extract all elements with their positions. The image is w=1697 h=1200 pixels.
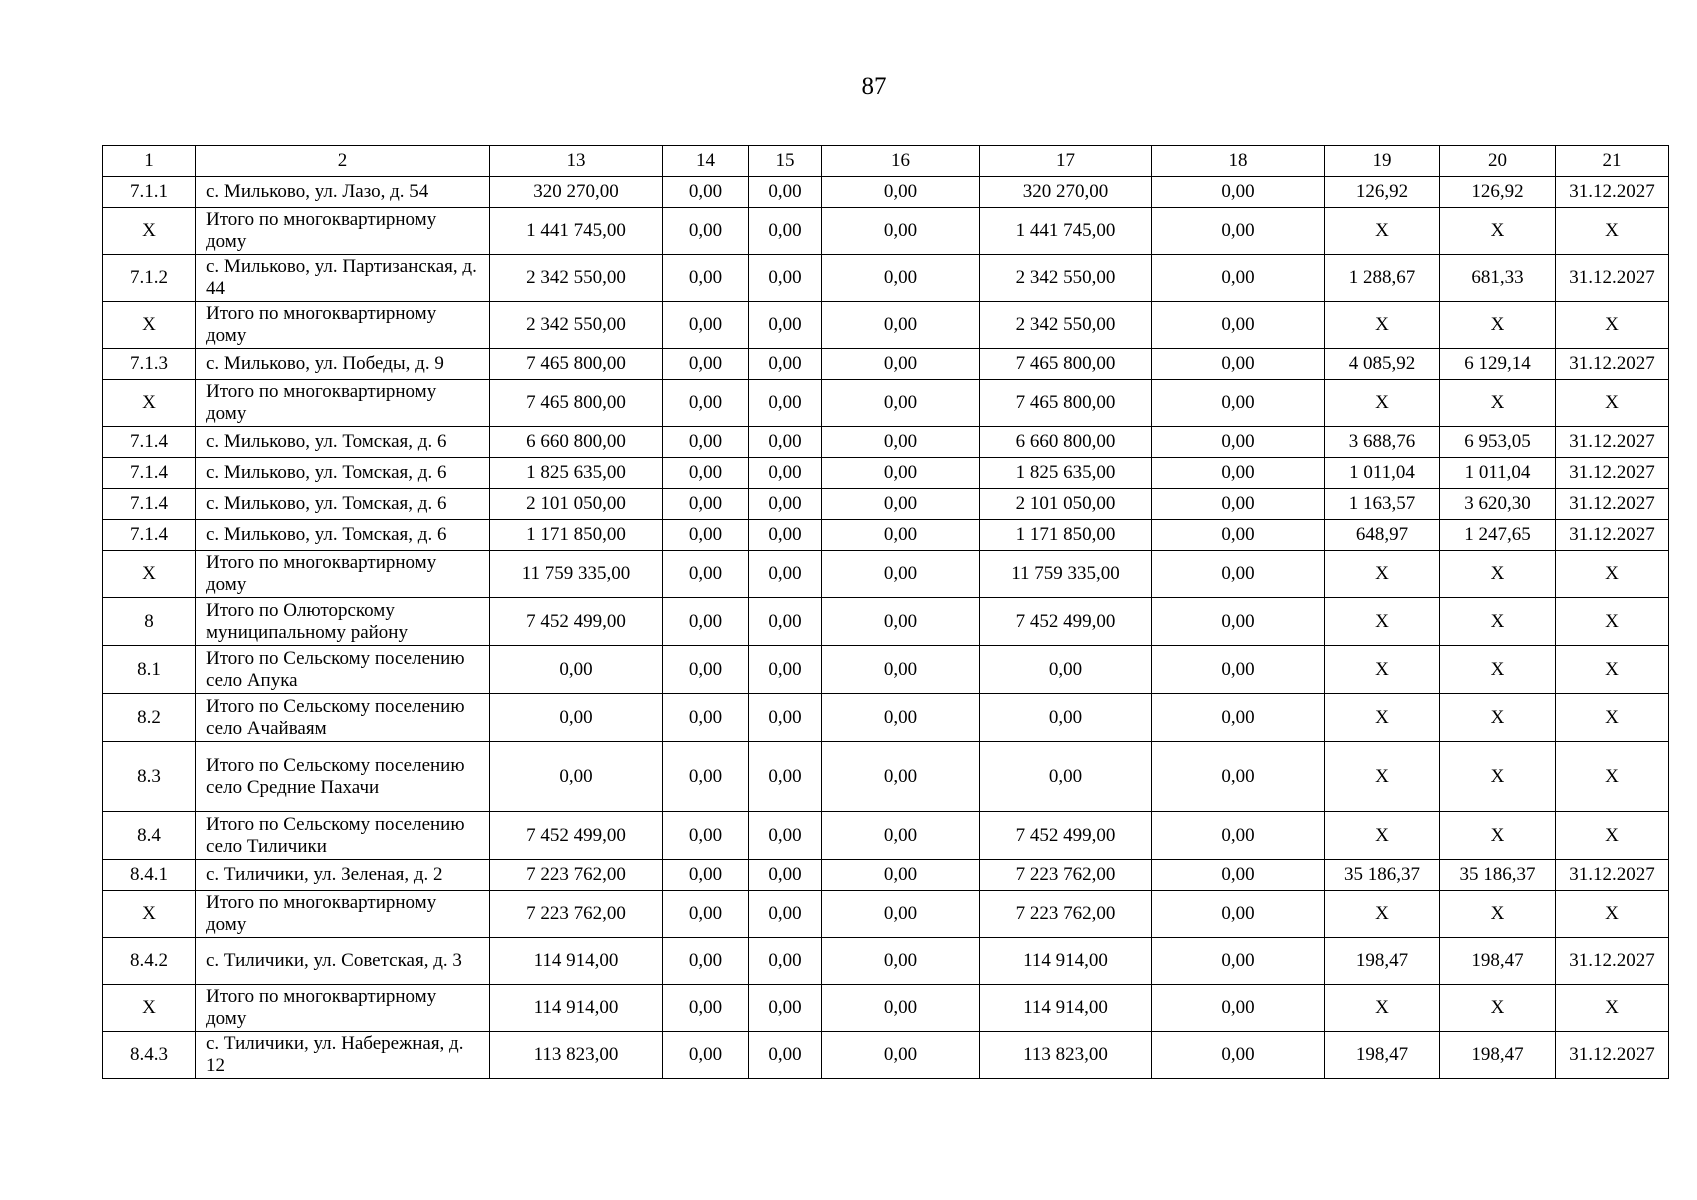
- table-row: [103, 891, 1669, 938]
- table-cell: 1 825 635,00: [490, 458, 663, 489]
- table-cell: 0,00: [822, 694, 980, 742]
- address-cell: Итого по Сельскому поселению село Ачайваям: [196, 694, 490, 742]
- table-cell: 1 247,65: [1440, 520, 1556, 551]
- table-cell: 0,00: [749, 302, 822, 349]
- table-cell: 2 101 050,00: [490, 489, 663, 520]
- table-row: [103, 177, 1669, 208]
- table-row: [103, 694, 1669, 742]
- table-cell: 0,00: [1152, 812, 1325, 860]
- table-cell: 0,00: [490, 694, 663, 742]
- table-cell: 0,00: [822, 938, 980, 985]
- table-cell: 0,00: [663, 985, 749, 1032]
- table-cell: 198,47: [1325, 1032, 1440, 1079]
- table-row: [103, 860, 1669, 891]
- address-cell: с. Тиличики, ул. Советская, д. 3: [196, 938, 490, 985]
- table-cell: 7.1.1: [103, 177, 196, 208]
- table-cell: 7.1.4: [103, 520, 196, 551]
- address-cell: Итого по Сельскому поселению село Тиличики: [196, 812, 490, 860]
- table-cell: 31.12.2027: [1556, 489, 1669, 520]
- table-cell: 6 660 800,00: [980, 427, 1152, 458]
- table-cell: 0,00: [822, 349, 980, 380]
- table-cell: 2 342 550,00: [980, 255, 1152, 302]
- data-table: [102, 145, 1669, 1079]
- table-cell: 0,00: [1152, 208, 1325, 255]
- table-cell: 11 759 335,00: [490, 551, 663, 598]
- table-cell: 35 186,37: [1325, 860, 1440, 891]
- table-row: [103, 598, 1669, 646]
- column-header: 21: [1556, 146, 1669, 177]
- table-cell: 7 223 762,00: [980, 860, 1152, 891]
- address-cell: Итого по многоквартирному дому: [196, 985, 490, 1032]
- table-row: [103, 380, 1669, 427]
- table-cell: X: [1325, 985, 1440, 1032]
- table-cell: 8.2: [103, 694, 196, 742]
- table-cell: 8.1: [103, 646, 196, 694]
- table-cell: 0,00: [749, 938, 822, 985]
- table-cell: X: [1556, 891, 1669, 938]
- table-cell: X: [1440, 380, 1556, 427]
- table-cell: X: [103, 985, 196, 1032]
- table-cell: X: [1556, 302, 1669, 349]
- table-cell: 11 759 335,00: [980, 551, 1152, 598]
- address-cell: с. Тиличики, ул. Набережная, д. 12: [196, 1032, 490, 1079]
- address-cell: с. Тиличики, ул. Зеленая, д. 2: [196, 860, 490, 891]
- table-cell: 0,00: [822, 380, 980, 427]
- table-cell: 0,00: [1152, 985, 1325, 1032]
- table-cell: 0,00: [749, 427, 822, 458]
- address-cell: с. Мильково, ул. Томская, д. 6: [196, 520, 490, 551]
- table-cell: 0,00: [822, 891, 980, 938]
- table-cell: 7.1.4: [103, 458, 196, 489]
- table-cell: 0,00: [663, 302, 749, 349]
- table-cell: 0,00: [822, 208, 980, 255]
- table-cell: X: [1325, 694, 1440, 742]
- table-cell: 8.4.2: [103, 938, 196, 985]
- table-cell: X: [1325, 891, 1440, 938]
- table-row: [103, 646, 1669, 694]
- table-cell: 0,00: [1152, 1032, 1325, 1079]
- table-cell: 7 223 762,00: [980, 891, 1152, 938]
- table-cell: X: [1325, 208, 1440, 255]
- table-cell: X: [1440, 694, 1556, 742]
- table-cell: 0,00: [980, 694, 1152, 742]
- table-cell: X: [1440, 208, 1556, 255]
- table-cell: 0,00: [663, 812, 749, 860]
- table-cell: X: [1440, 891, 1556, 938]
- address-cell: Итого по Олюторскому муниципальному району: [196, 598, 490, 646]
- table-cell: X: [103, 891, 196, 938]
- table-cell: 2 342 550,00: [980, 302, 1152, 349]
- table-cell: 31.12.2027: [1556, 520, 1669, 551]
- table-cell: 0,00: [980, 742, 1152, 812]
- table-cell: 0,00: [822, 177, 980, 208]
- table-cell: 0,00: [1152, 646, 1325, 694]
- table-cell: X: [1440, 742, 1556, 812]
- table-row: [103, 489, 1669, 520]
- column-header: 19: [1325, 146, 1440, 177]
- table-cell: 0,00: [663, 891, 749, 938]
- table-cell: 0,00: [1152, 458, 1325, 489]
- table-cell: X: [1325, 646, 1440, 694]
- table-cell: 7.1.2: [103, 255, 196, 302]
- table-cell: 0,00: [822, 489, 980, 520]
- table-cell: 0,00: [749, 598, 822, 646]
- table-cell: 3 688,76: [1325, 427, 1440, 458]
- table-cell: 0,00: [749, 812, 822, 860]
- table-cell: 0,00: [663, 427, 749, 458]
- table-cell: 0,00: [663, 860, 749, 891]
- table-cell: 681,33: [1440, 255, 1556, 302]
- address-cell: Итого по Сельскому поселению село Апука: [196, 646, 490, 694]
- column-header: 20: [1440, 146, 1556, 177]
- table-cell: 4 085,92: [1325, 349, 1440, 380]
- table-cell: 0,00: [1152, 302, 1325, 349]
- table-row: [103, 938, 1669, 985]
- table-cell: 6 129,14: [1440, 349, 1556, 380]
- table-cell: 0,00: [822, 1032, 980, 1079]
- table-cell: 7 452 499,00: [980, 812, 1152, 860]
- table-header-row: [103, 146, 1669, 177]
- table-cell: 0,00: [822, 812, 980, 860]
- table-cell: 7 452 499,00: [490, 598, 663, 646]
- table-cell: 0,00: [749, 208, 822, 255]
- table-cell: 0,00: [822, 458, 980, 489]
- table-cell: 3 620,30: [1440, 489, 1556, 520]
- table-cell: 8.3: [103, 742, 196, 812]
- table-cell: 0,00: [1152, 860, 1325, 891]
- table-cell: 7.1.4: [103, 427, 196, 458]
- table-cell: 7 465 800,00: [490, 349, 663, 380]
- table-cell: 31.12.2027: [1556, 860, 1669, 891]
- table-cell: 0,00: [822, 646, 980, 694]
- table-row: [103, 551, 1669, 598]
- table-cell: 0,00: [1152, 694, 1325, 742]
- table-cell: 0,00: [749, 380, 822, 427]
- address-cell: с. Мильково, ул. Лазо, д. 54: [196, 177, 490, 208]
- table-cell: 0,00: [749, 742, 822, 812]
- table-cell: 113 823,00: [980, 1032, 1152, 1079]
- table-cell: 7 452 499,00: [490, 812, 663, 860]
- table-cell: 0,00: [749, 458, 822, 489]
- table-cell: 0,00: [1152, 177, 1325, 208]
- table-cell: X: [103, 302, 196, 349]
- column-header: 1: [103, 146, 196, 177]
- table-cell: 0,00: [663, 646, 749, 694]
- table-cell: X: [1440, 551, 1556, 598]
- table-cell: X: [1325, 380, 1440, 427]
- table-cell: 1 288,67: [1325, 255, 1440, 302]
- table-cell: X: [1440, 985, 1556, 1032]
- table-cell: 0,00: [749, 255, 822, 302]
- table-cell: 0,00: [822, 742, 980, 812]
- table-cell: X: [1556, 208, 1669, 255]
- table-cell: 1 171 850,00: [490, 520, 663, 551]
- column-header: 18: [1152, 146, 1325, 177]
- table-cell: 0,00: [822, 985, 980, 1032]
- table-cell: 198,47: [1325, 938, 1440, 985]
- table-cell: X: [1556, 598, 1669, 646]
- table-cell: 0,00: [663, 598, 749, 646]
- table-cell: 7 452 499,00: [980, 598, 1152, 646]
- table-cell: 0,00: [749, 1032, 822, 1079]
- address-cell: Итого по многоквартирному дому: [196, 891, 490, 938]
- table-cell: 0,00: [1152, 520, 1325, 551]
- table-cell: 35 186,37: [1440, 860, 1556, 891]
- table-cell: 1 441 745,00: [980, 208, 1152, 255]
- table-cell: 320 270,00: [490, 177, 663, 208]
- table-cell: 0,00: [749, 349, 822, 380]
- table-cell: 0,00: [663, 1032, 749, 1079]
- column-header: 15: [749, 146, 822, 177]
- table-cell: X: [1556, 551, 1669, 598]
- table-cell: 0,00: [1152, 551, 1325, 598]
- table-cell: 2 342 550,00: [490, 302, 663, 349]
- address-cell: с. Мильково, ул. Партизанская, д. 44: [196, 255, 490, 302]
- table-row: [103, 985, 1669, 1032]
- table-cell: 0,00: [490, 646, 663, 694]
- table-row: [103, 458, 1669, 489]
- table-cell: 0,00: [749, 985, 822, 1032]
- table-cell: 0,00: [749, 860, 822, 891]
- table-cell: 0,00: [749, 177, 822, 208]
- table-cell: X: [1556, 985, 1669, 1032]
- address-cell: Итого по многоквартирному дому: [196, 302, 490, 349]
- table-cell: X: [1440, 646, 1556, 694]
- table-row: [103, 349, 1669, 380]
- table-cell: 0,00: [749, 646, 822, 694]
- table-cell: 0,00: [749, 520, 822, 551]
- table-cell: 6 953,05: [1440, 427, 1556, 458]
- table-row: [103, 255, 1669, 302]
- table-cell: 0,00: [663, 551, 749, 598]
- table-cell: 0,00: [822, 551, 980, 598]
- table-cell: 31.12.2027: [1556, 255, 1669, 302]
- table-cell: 126,92: [1325, 177, 1440, 208]
- table-cell: 0,00: [1152, 598, 1325, 646]
- table-cell: 1 163,57: [1325, 489, 1440, 520]
- table-cell: 0,00: [822, 860, 980, 891]
- table-row: [103, 812, 1669, 860]
- table-cell: X: [1440, 598, 1556, 646]
- table-row: [103, 208, 1669, 255]
- column-header: 17: [980, 146, 1152, 177]
- table-cell: 7 223 762,00: [490, 891, 663, 938]
- table-cell: 8: [103, 598, 196, 646]
- table-cell: X: [1440, 302, 1556, 349]
- table-cell: 114 914,00: [490, 938, 663, 985]
- address-cell: с. Мильково, ул. Победы, д. 9: [196, 349, 490, 380]
- table-cell: 0,00: [663, 458, 749, 489]
- table-cell: 0,00: [1152, 427, 1325, 458]
- table-cell: X: [1325, 742, 1440, 812]
- table-cell: 0,00: [1152, 489, 1325, 520]
- table-row: [103, 520, 1669, 551]
- table-cell: 7 465 800,00: [980, 349, 1152, 380]
- table-cell: X: [1325, 302, 1440, 349]
- table-cell: 0,00: [663, 938, 749, 985]
- table-cell: 0,00: [663, 742, 749, 812]
- table-cell: 7.1.3: [103, 349, 196, 380]
- table-row: [103, 1032, 1669, 1079]
- table-cell: 31.12.2027: [1556, 349, 1669, 380]
- table-cell: 0,00: [822, 302, 980, 349]
- table-cell: 2 101 050,00: [980, 489, 1152, 520]
- table-cell: 0,00: [749, 551, 822, 598]
- table-cell: 0,00: [1152, 255, 1325, 302]
- table-cell: X: [1325, 598, 1440, 646]
- table-cell: 126,92: [1440, 177, 1556, 208]
- address-cell: с. Мильково, ул. Томская, д. 6: [196, 489, 490, 520]
- table-cell: 114 914,00: [980, 938, 1152, 985]
- table-cell: X: [1556, 812, 1669, 860]
- address-cell: с. Мильково, ул. Томская, д. 6: [196, 458, 490, 489]
- table-cell: 0,00: [663, 177, 749, 208]
- table-cell: 0,00: [663, 489, 749, 520]
- table-cell: 7 465 800,00: [980, 380, 1152, 427]
- table-cell: 31.12.2027: [1556, 1032, 1669, 1079]
- table-cell: 0,00: [663, 520, 749, 551]
- table-row: [103, 302, 1669, 349]
- table-cell: 114 914,00: [490, 985, 663, 1032]
- table-cell: 648,97: [1325, 520, 1440, 551]
- address-cell: Итого по многоквартирному дому: [196, 551, 490, 598]
- table-cell: 31.12.2027: [1556, 427, 1669, 458]
- table-cell: 1 441 745,00: [490, 208, 663, 255]
- table-cell: 0,00: [663, 380, 749, 427]
- table-cell: 0,00: [822, 520, 980, 551]
- table-cell: 0,00: [822, 427, 980, 458]
- address-cell: Итого по многоквартирному дому: [196, 380, 490, 427]
- table-cell: 1 171 850,00: [980, 520, 1152, 551]
- table-cell: 0,00: [490, 742, 663, 812]
- table-cell: 7 223 762,00: [490, 860, 663, 891]
- address-cell: Итого по Сельскому поселению село Средние Пахачи: [196, 742, 490, 812]
- column-header: 14: [663, 146, 749, 177]
- address-cell: с. Мильково, ул. Томская, д. 6: [196, 427, 490, 458]
- table-cell: X: [103, 380, 196, 427]
- table-cell: 0,00: [663, 208, 749, 255]
- table-cell: 8.4.1: [103, 860, 196, 891]
- address-cell: Итого по многоквартирному дому: [196, 208, 490, 255]
- table-cell: 0,00: [980, 646, 1152, 694]
- column-header: 13: [490, 146, 663, 177]
- table-cell: 0,00: [663, 694, 749, 742]
- table-cell: 2 342 550,00: [490, 255, 663, 302]
- table-cell: X: [1556, 694, 1669, 742]
- table-cell: 1 825 635,00: [980, 458, 1152, 489]
- table-cell: 320 270,00: [980, 177, 1152, 208]
- table-cell: 0,00: [1152, 349, 1325, 380]
- table-cell: 114 914,00: [980, 985, 1152, 1032]
- table-cell: 7.1.4: [103, 489, 196, 520]
- table-cell: X: [1556, 646, 1669, 694]
- table-cell: 0,00: [1152, 742, 1325, 812]
- table-cell: X: [1556, 742, 1669, 812]
- table-cell: 0,00: [1152, 938, 1325, 985]
- table-cell: X: [103, 551, 196, 598]
- table-cell: X: [1325, 812, 1440, 860]
- column-header: 2: [196, 146, 490, 177]
- table-body: [103, 177, 1669, 1079]
- table-cell: 0,00: [1152, 380, 1325, 427]
- table-cell: X: [1440, 812, 1556, 860]
- table-cell: 1 011,04: [1325, 458, 1440, 489]
- table-cell: 6 660 800,00: [490, 427, 663, 458]
- table-row: [103, 742, 1669, 812]
- table-cell: 1 011,04: [1440, 458, 1556, 489]
- table-cell: 0,00: [749, 694, 822, 742]
- column-header: 16: [822, 146, 980, 177]
- table-cell: 8.4.3: [103, 1032, 196, 1079]
- table-cell: 31.12.2027: [1556, 938, 1669, 985]
- table-cell: 0,00: [663, 255, 749, 302]
- table-cell: X: [103, 208, 196, 255]
- table-cell: 198,47: [1440, 938, 1556, 985]
- table-cell: 0,00: [822, 598, 980, 646]
- table-cell: 0,00: [822, 255, 980, 302]
- table-cell: 113 823,00: [490, 1032, 663, 1079]
- table-cell: 198,47: [1440, 1032, 1556, 1079]
- table-cell: 31.12.2027: [1556, 458, 1669, 489]
- table-cell: 8.4: [103, 812, 196, 860]
- table-row: [103, 427, 1669, 458]
- table-cell: 0,00: [663, 349, 749, 380]
- table-cell: 0,00: [749, 891, 822, 938]
- table-cell: 0,00: [1152, 891, 1325, 938]
- page-number: 87: [861, 73, 887, 100]
- table-cell: X: [1325, 551, 1440, 598]
- table-cell: 7 465 800,00: [490, 380, 663, 427]
- table-cell: 31.12.2027: [1556, 177, 1669, 208]
- table-cell: X: [1556, 380, 1669, 427]
- table-cell: 0,00: [749, 489, 822, 520]
